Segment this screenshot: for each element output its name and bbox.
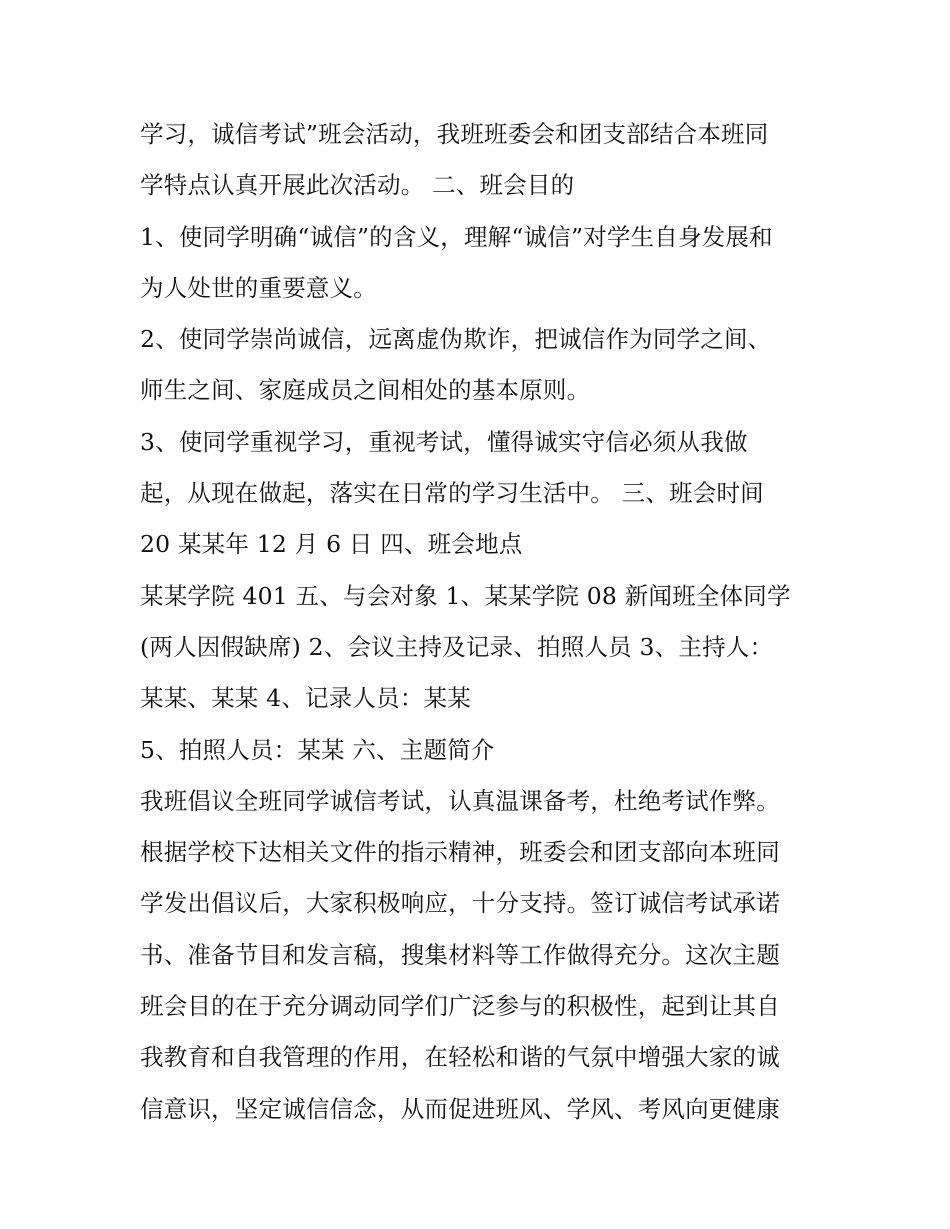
text-line-17: 书、准备节目和发言稿，搜集材料等工作做得充分。这次主题 [140,940,780,969]
text-line-8: 起，从现在做起，落实在日常的学习生活中。 三、班会时间 [140,479,764,508]
text-line-3: 1、使同学明确“诚信”的含义，理解“诚信”对学生自身发展和 [140,222,773,251]
text-line-9: 20 某某年 12 月 6 日 四、班会地点 [140,530,523,559]
body-text [140,109,830,1135]
text-line-11: (两人因假缺席) 2、会议主持及记录、拍照人员 3、主持人： [140,632,774,661]
text-line-18: 班会目的在于充分调动同学们广泛参与的积极性，起到让其自 [140,992,780,1021]
text-line-15: 根据学校下达相关文件的指示精神，班委会和团支部向本班同 [140,838,780,867]
text-line-12: 某某、某某 4、记录人员：某某 [140,684,471,713]
text-line-20: 信意识，坚定诚信信念，从而促进班风、学风、考风向更健康 [140,1094,780,1123]
text-line-1: 学习，诚信考试”班会活动，我班班委会和团支部结合本班同 [140,120,769,148]
text-line-4: 为人处世的重要意义。 [140,273,377,302]
text-line-19: 我教育和自我管理的作用，在轻松和谐的气氛中增强大家的诚 [140,1043,780,1072]
text-line-5: 2、使同学崇尚诚信，远离虚伪欺诈，把诚信作为同学之间、 [140,325,772,354]
text-line-10: 某某学院 401 五、与会对象 1、某某学院 08 新闻班全体同学 [140,581,791,610]
text-line-6: 师生之间、家庭成员之间相处的基本原则。 [140,376,591,405]
text-line-16: 学发出倡议后，大家积极响应，十分支持。签订诚信考试承诺 [140,889,780,918]
text-line-2: 学特点认真开展此次活动。 二、班会目的 [140,171,575,200]
text-line-7: 3、使同学重视学习，重视考试，懂得诚实守信必须从我做 [140,427,748,456]
text-line-14: 我班倡议全班同学诚信考试，认真温课备考，杜绝考试作弊。 [140,786,780,815]
text-line-13: 5、拍照人员：某某 六、主题简介 [140,735,495,764]
